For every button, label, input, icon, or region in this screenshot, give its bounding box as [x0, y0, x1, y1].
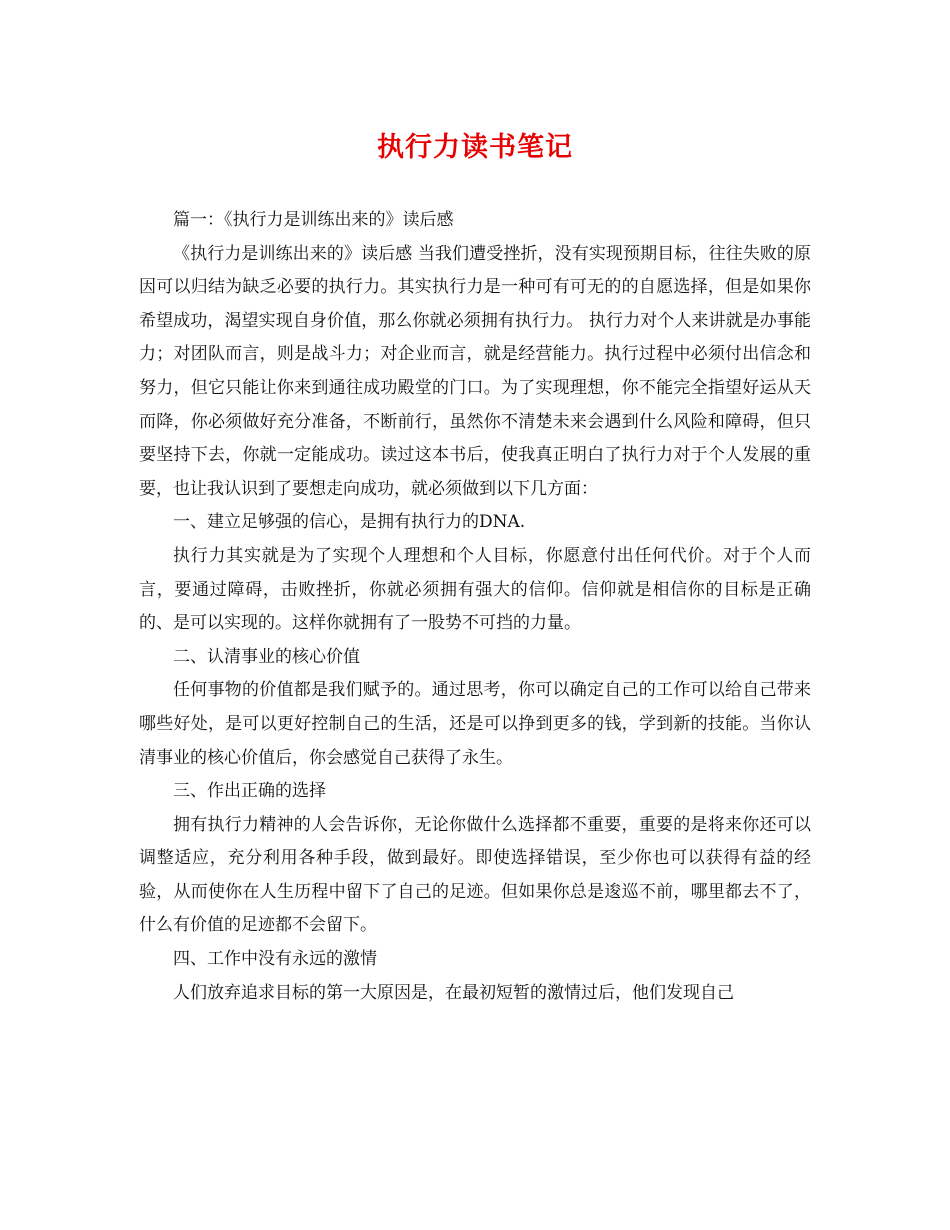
document-body	[139, 204, 811, 1010]
paragraph: 执行力其实就是为了实现个人理想和个人目标，你愿意付出任何代价。对于个人而言，要通过障碍，击败挫折，你就必须拥有强大的信仰。信仰就是相信你的目标是正确的、是可以实现的。这样你就拥有了一股势不可挡的力量。	[139, 545, 811, 634]
section-heading: 篇一：《执行力是训练出来的》读后感	[173, 210, 454, 230]
section-heading: 二、认清事业的核心价值	[173, 646, 360, 667]
section-heading: 三、作出正确的选择	[173, 781, 326, 802]
section-heading: 一、建立足够强的信心，是拥有执行力的DNA.	[173, 512, 526, 533]
document-title: 执行力读书笔记	[377, 132, 573, 163]
paragraph: 拥有执行力精神的人会告诉你，无论你做什么选择都不重要，重要的是将来你还可以调整适应，充分利用各种手段，做到最好。即使选择错误，至少你也可以获得有益的经验，从而使你在人生历程中留下了自己的足迹。但如果你总是逡巡不前，哪里都去不了，什么有价值的足迹都不会留下。	[139, 814, 811, 936]
paragraph: 《执行力是训练出来的》读后感 当我们遭受挫折，没有实现预期目标，往往失败的原因可以归结为缺乏必要的执行力。其实执行力是一种可有可无的的自愿选择，但是如果你希望成功，渴望实现自身价值，那么你就必须拥有执行力。 执行力对个人来讲就是办事能力；对团队而言，则是战斗力；对企业而言，就是经营能力。执行过程中必须付出信念和努力，但它只能让你来到通往成功殿堂的门口。为了实现理想，你不能完全指望好运从天而降，你必须做好充分准备，不断前行，虽然你不清楚未来会遇到什么风险和障碍，但只要坚持下去，你就一定能成功。读过这本书后，使我真正明白了执行力对于个人发展的重要，也让我认识到了要想走向成功，就必须做到以下几方面：	[139, 243, 811, 499]
section-heading: 四、工作中没有永远的激情	[173, 949, 377, 970]
paragraph: 人们放弃追求目标的第一大原因是，在最初短暂的激情过后，他们发现自己	[173, 982, 734, 1003]
paragraph: 任何事物的价值都是我们赋予的。通过思考，你可以确定自己的工作可以给自己带来哪些好处，是可以更好控制自己的生活，还是可以挣到更多的钱，学到新的技能。当你认清事业的核心价值后，你会感觉自己获得了永生。	[139, 680, 811, 768]
